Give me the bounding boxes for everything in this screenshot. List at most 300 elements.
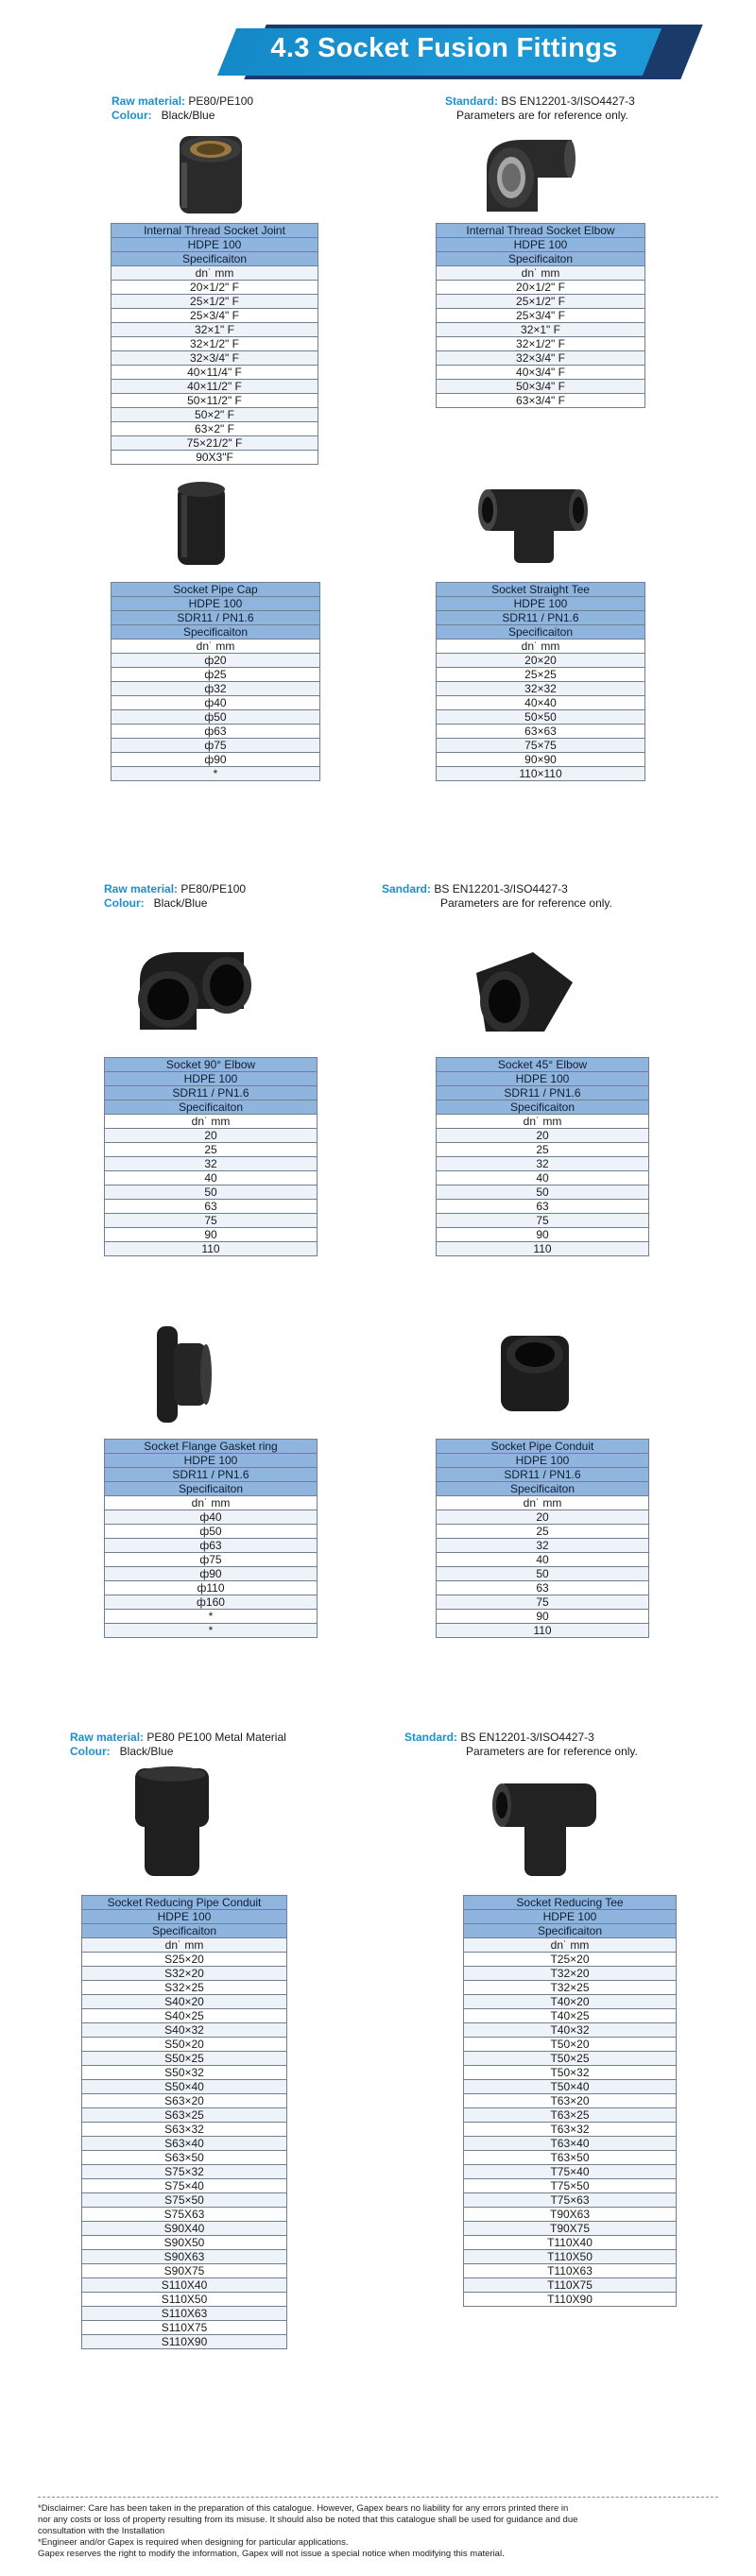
table-header-row-cell: HDPE 100 bbox=[437, 1454, 649, 1468]
table-row-cell: ф20 bbox=[112, 654, 320, 668]
table-row bbox=[82, 1981, 287, 1995]
table-unit-row bbox=[112, 266, 318, 281]
table-row bbox=[105, 1228, 318, 1242]
raw-material-label: Raw material: bbox=[112, 94, 186, 108]
table-row-cell: T75×40 bbox=[464, 2165, 677, 2179]
colour-label: Colour: bbox=[112, 109, 152, 122]
table-row-cell: 40×3/4" F bbox=[437, 366, 645, 380]
table-row bbox=[437, 682, 645, 696]
table-row-cell: S110X50 bbox=[82, 2293, 287, 2307]
table-header-row bbox=[112, 252, 318, 266]
table-title-row-cell: Socket Reducing Tee bbox=[464, 1896, 677, 1910]
table-row bbox=[112, 394, 318, 408]
table-header-row-cell: Specificaiton bbox=[112, 252, 318, 266]
table-title-row bbox=[437, 583, 645, 597]
table-row-cell: 110 bbox=[437, 1242, 649, 1256]
table-header-row bbox=[437, 597, 645, 611]
table-title-row-cell: Socket 90° Elbow bbox=[105, 1058, 318, 1072]
table-unit-row bbox=[437, 1115, 649, 1129]
table-header-row-cell: Specificaiton bbox=[105, 1100, 318, 1115]
standard-info-3 bbox=[404, 1731, 638, 1759]
raw-material-label: Raw material: bbox=[104, 882, 179, 896]
table-row-cell: 63 bbox=[437, 1200, 649, 1214]
table-row-cell: * bbox=[112, 767, 320, 781]
table-header-row-cell: SDR11 / PN1.6 bbox=[112, 611, 320, 625]
table-row-cell: 63 bbox=[105, 1200, 318, 1214]
table-row-cell: T50×32 bbox=[464, 2066, 677, 2080]
table-row-cell: 50×3/4" F bbox=[437, 380, 645, 394]
table-row bbox=[464, 2236, 677, 2250]
table-row bbox=[82, 2179, 287, 2193]
socket-reducing-tee-table bbox=[463, 1895, 677, 2307]
raw-material-label: Raw material: bbox=[70, 1731, 145, 1744]
table-title-row bbox=[82, 1896, 287, 1910]
table-row-cell: * bbox=[105, 1610, 318, 1624]
table-row-cell: S25×20 bbox=[82, 1953, 287, 1967]
table-row-cell: S63×40 bbox=[82, 2137, 287, 2151]
table-row-cell: ф50 bbox=[105, 1525, 318, 1539]
table-header-row bbox=[105, 1482, 318, 1496]
table-unit-row-cell: dn˙ mm bbox=[82, 1938, 287, 1953]
table-row bbox=[437, 1567, 649, 1581]
table-row bbox=[437, 1510, 649, 1525]
table-title-row bbox=[437, 1440, 649, 1454]
table-title-row-cell: Socket 45° Elbow bbox=[437, 1058, 649, 1072]
table-row-cell: 40×11/2" F bbox=[112, 380, 318, 394]
table-row bbox=[437, 1624, 649, 1638]
table-header-row bbox=[437, 252, 645, 266]
table-row bbox=[112, 337, 318, 351]
table-row-cell: 40 bbox=[437, 1171, 649, 1186]
table-header-row-cell: Specificaiton bbox=[82, 1924, 287, 1938]
table-header-row bbox=[437, 1468, 649, 1482]
table-header-row-cell: HDPE 100 bbox=[437, 597, 645, 611]
table-unit-row bbox=[464, 1938, 677, 1953]
table-row-cell: S110X75 bbox=[82, 2321, 287, 2335]
table-header-row-cell: HDPE 100 bbox=[82, 1910, 287, 1924]
table-row bbox=[464, 2208, 677, 2222]
table-row-cell: ф25 bbox=[112, 668, 320, 682]
standard-value: BS EN12201-3/ISO4427-3 bbox=[460, 1731, 594, 1744]
table-row-cell: T110X63 bbox=[464, 2264, 677, 2278]
table-row bbox=[82, 1953, 287, 1967]
table-row-cell: T32×25 bbox=[464, 1981, 677, 1995]
table-row bbox=[112, 767, 320, 781]
table-row bbox=[82, 2250, 287, 2264]
table-header-row-cell: HDPE 100 bbox=[112, 597, 320, 611]
table-row bbox=[464, 2052, 677, 2066]
internal-thread-socket-joint-table bbox=[111, 223, 318, 465]
table-title-row bbox=[464, 1896, 677, 1910]
table-row-cell: 32 bbox=[437, 1539, 649, 1553]
table-title-row bbox=[112, 583, 320, 597]
table-row bbox=[105, 1595, 318, 1610]
table-row bbox=[464, 1953, 677, 1967]
table-row-cell: 32×32 bbox=[437, 682, 645, 696]
table-row-cell: 50 bbox=[105, 1186, 318, 1200]
table-row-cell: 40×11/4" F bbox=[112, 366, 318, 380]
table-row bbox=[464, 2123, 677, 2137]
table-row bbox=[464, 2264, 677, 2278]
section-banner bbox=[227, 25, 680, 79]
table-row bbox=[112, 422, 318, 436]
table-row-cell: S63×25 bbox=[82, 2108, 287, 2123]
table-row bbox=[464, 2193, 677, 2208]
table-title-row-cell: Socket Pipe Cap bbox=[112, 583, 320, 597]
table-header-row bbox=[105, 1454, 318, 1468]
table-unit-row bbox=[437, 1496, 649, 1510]
table-row bbox=[464, 2137, 677, 2151]
table-row bbox=[82, 2335, 287, 2349]
table-row bbox=[437, 1143, 649, 1157]
table-row bbox=[437, 1186, 649, 1200]
table-row-cell: T110X40 bbox=[464, 2236, 677, 2250]
table-header-row bbox=[437, 1072, 649, 1086]
table-row-cell: 20 bbox=[437, 1510, 649, 1525]
table-row bbox=[112, 281, 318, 295]
table-row-cell: ф90 bbox=[105, 1567, 318, 1581]
table-row-cell: ф50 bbox=[112, 710, 320, 725]
table-row-cell: ф160 bbox=[105, 1595, 318, 1610]
table-row-cell: 25×3/4" F bbox=[437, 309, 645, 323]
table-row bbox=[82, 2108, 287, 2123]
table-row-cell: 25 bbox=[105, 1143, 318, 1157]
standard-label: Standard: bbox=[404, 1731, 458, 1744]
table-row-cell: 25×25 bbox=[437, 668, 645, 682]
table-row-cell: T32×20 bbox=[464, 1967, 677, 1981]
table-unit-row bbox=[437, 640, 645, 654]
table-header-row bbox=[105, 1072, 318, 1086]
table-row bbox=[464, 1967, 677, 1981]
table-row-cell: S110X90 bbox=[82, 2335, 287, 2349]
table-row-cell: 32×1" F bbox=[437, 323, 645, 337]
table-row bbox=[82, 2293, 287, 2307]
table-row-cell: T63×25 bbox=[464, 2108, 677, 2123]
table-row bbox=[105, 1539, 318, 1553]
table-row-cell: S75×50 bbox=[82, 2193, 287, 2208]
table-row bbox=[437, 1525, 649, 1539]
table-row bbox=[437, 1610, 649, 1624]
table-header-row-cell: HDPE 100 bbox=[437, 1072, 649, 1086]
table-row-cell: S40×25 bbox=[82, 2009, 287, 2023]
table-title-row-cell: Socket Reducing Pipe Conduit bbox=[82, 1896, 287, 1910]
disclaimer-line: nor any costs or loss of property resulting from its misuse. It should also be noted that this catalogue shall be used for guidance and due bbox=[38, 2515, 578, 2525]
table-row-cell: T110X50 bbox=[464, 2250, 677, 2264]
table-row-cell: ф75 bbox=[112, 739, 320, 753]
table-title-row bbox=[112, 224, 318, 238]
table-row-cell: T75×50 bbox=[464, 2179, 677, 2193]
table-row bbox=[464, 1995, 677, 2009]
table-row bbox=[437, 1242, 649, 1256]
table-title-row bbox=[437, 224, 645, 238]
table-header-row bbox=[437, 1086, 649, 1100]
table-row-cell: S32×25 bbox=[82, 1981, 287, 1995]
table-row bbox=[82, 2023, 287, 2038]
table-header-row bbox=[105, 1086, 318, 1100]
table-header-row-cell: Specificaiton bbox=[437, 1482, 649, 1496]
table-row bbox=[112, 654, 320, 668]
table-row bbox=[105, 1242, 318, 1256]
standard-value: BS EN12201-3/ISO4427-3 bbox=[434, 882, 568, 896]
table-row bbox=[82, 2094, 287, 2108]
table-row-cell: 50×50 bbox=[437, 710, 645, 725]
socket-pipe-cap-table bbox=[111, 582, 320, 781]
disclaimer-line: Gapex reserves the right to modify the information, Gapex will not issue a special notice when modifying this material. bbox=[38, 2549, 505, 2559]
table-title-row-cell: Socket Pipe Conduit bbox=[437, 1440, 649, 1454]
table-row bbox=[82, 2137, 287, 2151]
table-row bbox=[82, 2193, 287, 2208]
socket-straight-tee-image bbox=[472, 480, 595, 570]
table-row-cell: 75×75 bbox=[437, 739, 645, 753]
table-row-cell: T50×40 bbox=[464, 2080, 677, 2094]
table-row-cell: S110X40 bbox=[82, 2278, 287, 2293]
table-row bbox=[437, 1200, 649, 1214]
table-row-cell: 90×90 bbox=[437, 753, 645, 767]
table-row-cell: 25×1/2" F bbox=[437, 295, 645, 309]
table-header-row bbox=[105, 1100, 318, 1115]
table-header-row bbox=[82, 1924, 287, 1938]
table-title-row bbox=[105, 1440, 318, 1454]
table-unit-row bbox=[105, 1115, 318, 1129]
table-row bbox=[464, 2080, 677, 2094]
table-row-cell: 25×3/4" F bbox=[112, 309, 318, 323]
table-unit-row-cell: dn˙ mm bbox=[437, 266, 645, 281]
table-row-cell: T63×40 bbox=[464, 2137, 677, 2151]
table-row-cell: T90X63 bbox=[464, 2208, 677, 2222]
colour-value: Black/Blue bbox=[153, 896, 208, 910]
table-row-cell: T40×20 bbox=[464, 1995, 677, 2009]
table-row-cell: S75X63 bbox=[82, 2208, 287, 2222]
table-row bbox=[82, 2208, 287, 2222]
table-row-cell: T40×32 bbox=[464, 2023, 677, 2038]
table-row-cell: T63×20 bbox=[464, 2094, 677, 2108]
table-row bbox=[82, 2264, 287, 2278]
disclaimer-line: *Disclaimer: Care has been taken in the preparation of this catalogue. However, Gapex bears no liability for any errors printed there in bbox=[38, 2503, 569, 2514]
table-row bbox=[105, 1171, 318, 1186]
table-row bbox=[105, 1186, 318, 1200]
table-header-row-cell: HDPE 100 bbox=[105, 1072, 318, 1086]
banner-title: 4.3 Socket Fusion Fittings bbox=[270, 33, 618, 63]
colour-value: Black/Blue bbox=[161, 109, 215, 122]
reference-note: Parameters are for reference only. bbox=[456, 109, 628, 122]
table-row bbox=[112, 380, 318, 394]
table-row bbox=[437, 1129, 649, 1143]
table-row bbox=[464, 2165, 677, 2179]
table-row-cell: 25 bbox=[437, 1143, 649, 1157]
table-header-row bbox=[437, 625, 645, 640]
table-row bbox=[464, 1981, 677, 1995]
table-row bbox=[105, 1200, 318, 1214]
table-header-row bbox=[112, 625, 320, 640]
table-row bbox=[437, 351, 645, 366]
table-row bbox=[464, 2222, 677, 2236]
table-row bbox=[112, 725, 320, 739]
table-row-cell: 90 bbox=[437, 1228, 649, 1242]
table-row-cell: 20×1/2" F bbox=[437, 281, 645, 295]
table-row-cell: T63×32 bbox=[464, 2123, 677, 2137]
reference-note: Parameters are for reference only. bbox=[440, 896, 612, 910]
table-header-row-cell: Specificaiton bbox=[437, 625, 645, 640]
table-row-cell: 32×1/2" F bbox=[112, 337, 318, 351]
table-row-cell: 90 bbox=[105, 1228, 318, 1242]
table-row-cell: 110 bbox=[437, 1624, 649, 1638]
table-row-cell: 40×40 bbox=[437, 696, 645, 710]
table-row bbox=[82, 2123, 287, 2137]
table-title-row-cell: Socket Flange Gasket ring bbox=[105, 1440, 318, 1454]
table-row bbox=[82, 2307, 287, 2321]
table-row-cell: 25×1/2" F bbox=[112, 295, 318, 309]
table-row bbox=[105, 1624, 318, 1638]
table-row-cell: T110X90 bbox=[464, 2293, 677, 2307]
table-row-cell: 32×1/2" F bbox=[437, 337, 645, 351]
table-title-row-cell: Internal Thread Socket Elbow bbox=[437, 224, 645, 238]
table-row-cell: ф110 bbox=[105, 1581, 318, 1595]
table-row bbox=[82, 2236, 287, 2250]
table-row-cell: 50 bbox=[437, 1567, 649, 1581]
table-row-cell: S63×20 bbox=[82, 2094, 287, 2108]
table-header-row-cell: Specificaiton bbox=[437, 252, 645, 266]
colour-label: Colour: bbox=[70, 1745, 111, 1758]
socket-reducing-pipe-conduit-image bbox=[129, 1761, 215, 1884]
table-unit-row-cell: dn˙ mm bbox=[437, 640, 645, 654]
table-row bbox=[82, 2080, 287, 2094]
table-row bbox=[437, 654, 645, 668]
table-row bbox=[105, 1610, 318, 1624]
table-header-row-cell: HDPE 100 bbox=[464, 1910, 677, 1924]
table-row bbox=[437, 668, 645, 682]
internal-thread-socket-elbow-image bbox=[477, 130, 581, 217]
table-row bbox=[105, 1525, 318, 1539]
table-row bbox=[464, 2023, 677, 2038]
table-row-cell: 20 bbox=[437, 1129, 649, 1143]
table-row bbox=[464, 2250, 677, 2264]
table-row bbox=[464, 2038, 677, 2052]
table-row bbox=[112, 739, 320, 753]
table-row-cell: S75×32 bbox=[82, 2165, 287, 2179]
table-row bbox=[82, 2222, 287, 2236]
table-row bbox=[437, 725, 645, 739]
table-row-cell: S90X40 bbox=[82, 2222, 287, 2236]
table-row bbox=[82, 2165, 287, 2179]
table-row bbox=[112, 408, 318, 422]
table-row bbox=[437, 1581, 649, 1595]
table-row bbox=[112, 295, 318, 309]
table-row bbox=[437, 1595, 649, 1610]
table-header-row bbox=[112, 238, 318, 252]
table-row bbox=[112, 309, 318, 323]
table-header-row-cell: Specificaiton bbox=[437, 1100, 649, 1115]
colour-value: Black/Blue bbox=[119, 1745, 174, 1758]
table-row-cell: T40×25 bbox=[464, 2009, 677, 2023]
table-row bbox=[437, 380, 645, 394]
table-row bbox=[82, 2009, 287, 2023]
table-row-cell: 20 bbox=[105, 1129, 318, 1143]
table-row bbox=[105, 1567, 318, 1581]
table-row bbox=[437, 337, 645, 351]
table-row-cell: T50×20 bbox=[464, 2038, 677, 2052]
table-row-cell: T25×20 bbox=[464, 1953, 677, 1967]
material-info-1 bbox=[112, 94, 253, 123]
table-row-cell: ф40 bbox=[112, 696, 320, 710]
table-row-cell: ф90 bbox=[112, 753, 320, 767]
socket-reducing-tee-image bbox=[487, 1770, 605, 1884]
table-row-cell: ф63 bbox=[105, 1539, 318, 1553]
table-row bbox=[105, 1129, 318, 1143]
table-row bbox=[464, 2108, 677, 2123]
disclaimer-line: *Engineer and/or Gapex is required when designing for particular applications. bbox=[38, 2537, 349, 2548]
socket-90-elbow-image bbox=[121, 943, 258, 1037]
table-row bbox=[464, 2094, 677, 2108]
table-row bbox=[437, 309, 645, 323]
table-unit-row bbox=[112, 640, 320, 654]
table-row-cell: T63×50 bbox=[464, 2151, 677, 2165]
table-row-cell: 50×11/2" F bbox=[112, 394, 318, 408]
table-header-row bbox=[112, 597, 320, 611]
table-row-cell: S90X63 bbox=[82, 2250, 287, 2264]
table-header-row bbox=[464, 1924, 677, 1938]
table-row-cell: 50×2" F bbox=[112, 408, 318, 422]
table-row bbox=[112, 436, 318, 451]
table-row bbox=[82, 2278, 287, 2293]
table-row bbox=[112, 710, 320, 725]
table-row-cell: S90X75 bbox=[82, 2264, 287, 2278]
table-row-cell: S50×25 bbox=[82, 2052, 287, 2066]
table-title-row-cell: Internal Thread Socket Joint bbox=[112, 224, 318, 238]
table-header-row-cell: HDPE 100 bbox=[112, 238, 318, 252]
table-row bbox=[112, 351, 318, 366]
table-unit-row-cell: dn˙ mm bbox=[112, 266, 318, 281]
table-row-cell: 32×3/4" F bbox=[112, 351, 318, 366]
table-row-cell: 32 bbox=[105, 1157, 318, 1171]
table-row bbox=[437, 281, 645, 295]
table-header-row-cell: SDR11 / PN1.6 bbox=[437, 1468, 649, 1482]
table-row-cell: 20×20 bbox=[437, 654, 645, 668]
table-row bbox=[437, 710, 645, 725]
table-row-cell: 75 bbox=[105, 1214, 318, 1228]
table-row bbox=[437, 323, 645, 337]
table-row-cell: 90X3"F bbox=[112, 451, 318, 465]
internal-thread-socket-joint-image bbox=[168, 128, 253, 218]
material-info-3 bbox=[70, 1731, 286, 1759]
table-header-row-cell: Specificaiton bbox=[112, 625, 320, 640]
table-header-row-cell: Specificaiton bbox=[464, 1924, 677, 1938]
table-row bbox=[105, 1553, 318, 1567]
table-row-cell: S50×32 bbox=[82, 2066, 287, 2080]
table-row-cell: S40×20 bbox=[82, 1995, 287, 2009]
table-header-row bbox=[437, 611, 645, 625]
table-row-cell: 63 bbox=[437, 1581, 649, 1595]
table-row bbox=[437, 1539, 649, 1553]
table-row-cell: S110X63 bbox=[82, 2307, 287, 2321]
socket-pipe-cap-image bbox=[168, 478, 234, 572]
table-row bbox=[437, 1214, 649, 1228]
socket-flange-gasket-ring-image bbox=[151, 1322, 213, 1426]
standard-info-2 bbox=[382, 882, 612, 911]
table-header-row bbox=[82, 1910, 287, 1924]
table-row-cell: 75 bbox=[437, 1595, 649, 1610]
table-row bbox=[437, 1157, 649, 1171]
table-row-cell: 32 bbox=[437, 1157, 649, 1171]
table-row bbox=[437, 1228, 649, 1242]
table-row bbox=[437, 394, 645, 408]
table-header-row bbox=[105, 1468, 318, 1482]
table-row-cell: 63×3/4" F bbox=[437, 394, 645, 408]
table-header-row bbox=[437, 238, 645, 252]
table-row-cell: 75 bbox=[437, 1214, 649, 1228]
table-row bbox=[464, 2151, 677, 2165]
table-row bbox=[112, 696, 320, 710]
disclaimer-line: consultation with the Installation bbox=[38, 2526, 165, 2536]
